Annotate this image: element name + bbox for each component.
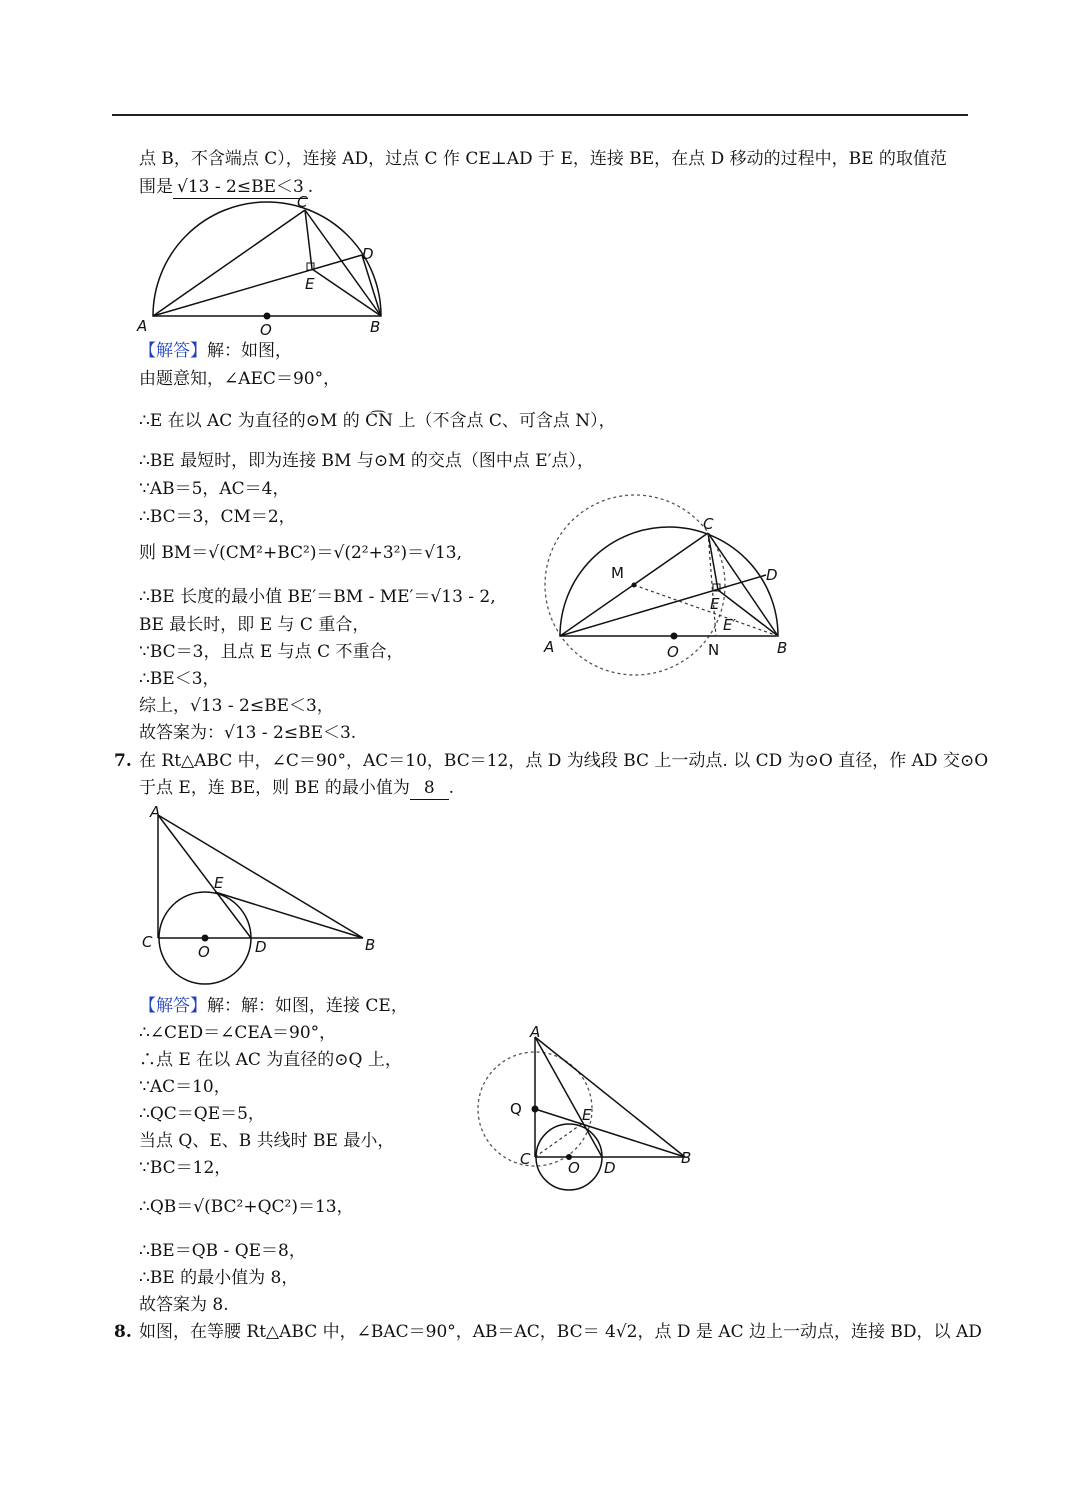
figure-2-solution-diagram (540, 495, 800, 665)
solution-tag: 【解答】 (139, 341, 207, 361)
solution-7-line-2: ∴∠CED＝∠CEA＝90°， (139, 1023, 337, 1043)
label-d: D (362, 245, 374, 263)
solution-7-line-5: ∴QC＝QE＝5， (139, 1104, 265, 1124)
answer-period: . (448, 778, 455, 798)
header-rule (112, 114, 968, 116)
label-d: D (255, 938, 267, 956)
solution-6-line-7: 则 BM＝√(CM²+BC²)＝√(2²+3²)＝√13, (139, 543, 462, 563)
problem-7-text-line-2 (139, 777, 454, 800)
label-o: O (667, 643, 679, 661)
solution-7-line-11: 故答案为 8. (139, 1295, 229, 1315)
answer-blank: √13 - 2≤BE＜3 (173, 176, 308, 199)
question-stem: 于点 E，连 BE，则 BE 的最小值为 (139, 778, 410, 798)
label-m: M (611, 564, 624, 582)
label-e: E (582, 1106, 592, 1124)
label-n: N (708, 641, 720, 659)
solution-6-line-8: ∴BE 长度的最小值 BE′＝BM - ME′＝√13 - 2, (139, 587, 496, 607)
label-e: E (214, 874, 224, 892)
problem-8-text-line-1: 如图，在等腰 Rt△ABC 中，∠BAC＝90°，AB＝AC，BC＝ 4√2，点 D 是 AC 边上一动点，连接 BD，以 AD (139, 1322, 982, 1342)
solution-7-line-4: ∵AC＝10， (139, 1077, 231, 1097)
label-o: O (198, 943, 210, 961)
label-a: A (544, 638, 555, 656)
label-b: B (777, 639, 788, 657)
solution-6-line-10: ∵BC＝3，且点 E 与点 C 不重合， (139, 642, 404, 662)
label-a: A (137, 317, 148, 335)
figure-1-semicircle (137, 193, 400, 345)
problem-8-number: 8. (114, 1322, 132, 1342)
figure-4-solution-diagram (470, 1025, 710, 1200)
solution-7-line-9: ∴BE＝QB - QE＝8， (139, 1241, 306, 1261)
label-o: O (260, 321, 272, 339)
figure-3-triangle-circle (140, 805, 390, 990)
solution-7-line-10: ∴BE 的最小值为 8， (139, 1268, 299, 1288)
solution-6-line-2: 由题意知，∠AEC＝90°， (139, 369, 341, 389)
solution-tag: 【解答】 (139, 996, 207, 1016)
label-b: B (681, 1149, 692, 1167)
solution-intro: 解：如图， (207, 341, 292, 361)
answer-prefix: 围是 (139, 177, 173, 197)
label-c: C (520, 1150, 531, 1168)
label-a: A (530, 1023, 541, 1041)
solution-6-line-3: ∴E 在以 AC 为直径的⊙M 的 C͡N 上（不含点 C、可含点 N）， (139, 411, 616, 431)
label-c: C (703, 515, 714, 533)
solution-7-line-6: 当点 Q、E、B 共线时 BE 最小， (139, 1131, 395, 1151)
label-c: C (142, 933, 153, 951)
label-d: D (766, 566, 778, 584)
problem-7-number: 7. (114, 751, 132, 771)
solution-6-line-11: ∴BE＜3， (139, 669, 220, 689)
label-b: B (365, 936, 376, 954)
label-o: O (568, 1159, 580, 1177)
solution-6-line-9: BE 最长时，即 E 与 C 重合， (139, 615, 370, 635)
solution-6-heading (139, 340, 292, 362)
label-c: C (297, 193, 308, 211)
label-a: A (150, 803, 161, 821)
problem-7-text-line-1: 在 Rt△ABC 中，∠C＝90°，AC＝10，BC＝12，点 D 为线段 BC 上一动点. 以 CD 为⊙O 直径，作 AD 交⊙O (139, 751, 989, 771)
solution-7-line-7: ∵BC＝12， (139, 1158, 232, 1178)
answer-period: . (307, 177, 314, 197)
label-e: E (305, 275, 315, 293)
label-e: E (710, 595, 720, 613)
solution-6-line-6: ∴BC＝3，CM＝2， (139, 507, 296, 527)
solution-7-line-8: ∴QB＝√(BC²+QC²)＝13， (139, 1197, 354, 1217)
solution-6-line-12: 综上，√13 - 2≤BE＜3， (139, 696, 334, 716)
answer-blank: 8 (410, 777, 449, 800)
solution-7-heading (139, 995, 408, 1017)
solution-6-line-5: ∵AB＝5，AC＝4， (139, 479, 290, 499)
solution-intro: 解：解：如图，连接 CE， (207, 996, 408, 1016)
label-d: D (604, 1159, 616, 1177)
label-b: B (370, 318, 381, 336)
problem-6-text-line-1: 点 B，不含端点 C），连接 AD，过点 C 作 CE⊥AD 于 E，连接 BE，在点 D 移动的过程中，BE 的取值范 (139, 149, 947, 169)
solution-6-line-13: 故答案为：√13 - 2≤BE＜3. (139, 723, 357, 743)
label-q: Q (510, 1100, 522, 1118)
solution-6-line-4: ∴BE 最短时，即为连接 BM 与⊙M 的交点（图中点 E′点）， (139, 451, 595, 471)
solution-7-line-3: ∴点 E 在以 AC 为直径的⊙Q 上， (139, 1050, 402, 1070)
center-point-o (264, 313, 271, 320)
label-e-prime: E′ (723, 616, 736, 634)
